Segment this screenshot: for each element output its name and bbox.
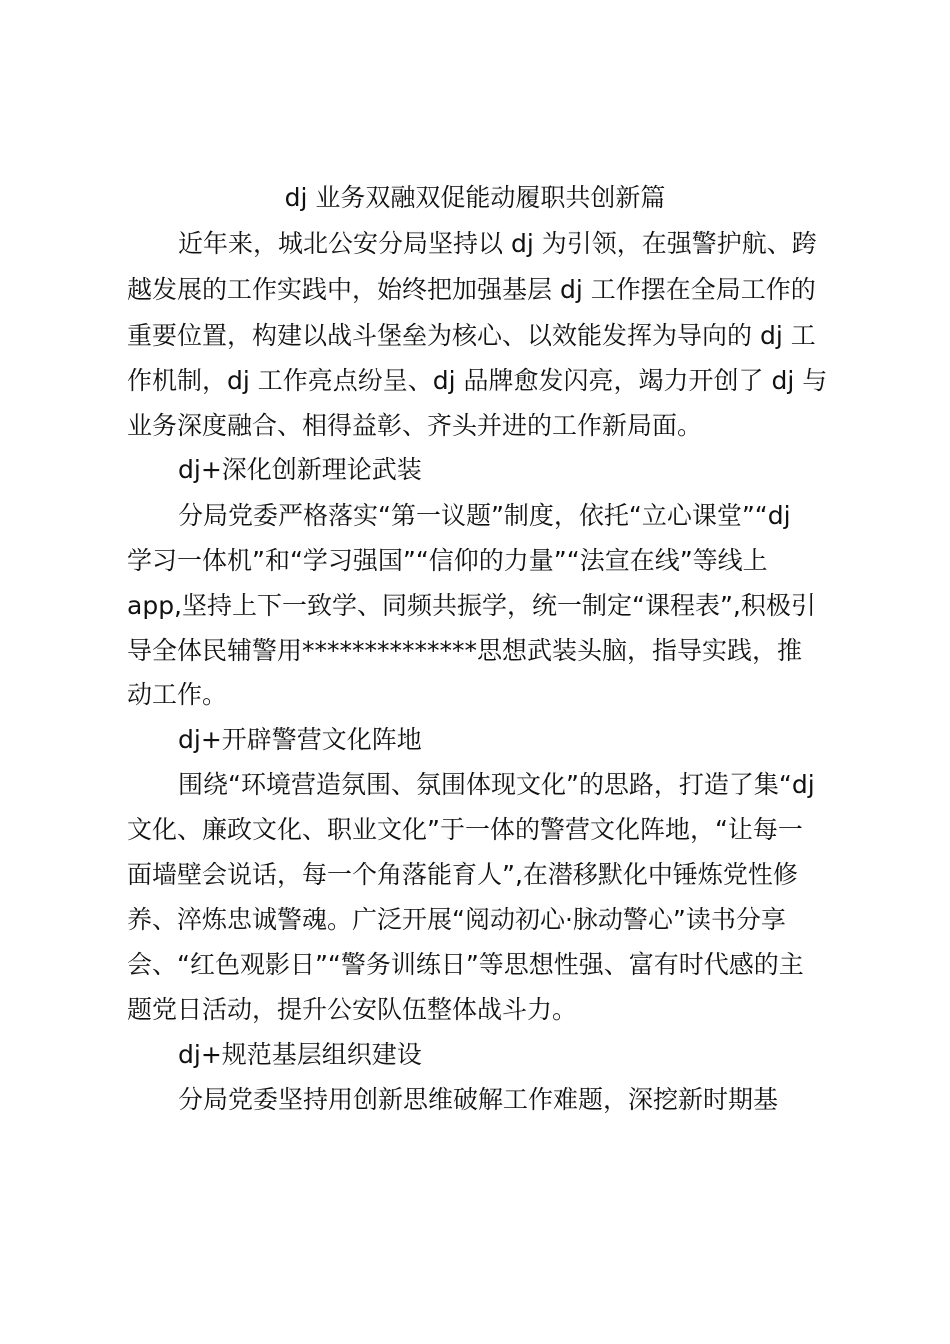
paragraph-line: 作机制，dj 工作亮点纷呈、dj 品牌愈发闪亮，竭力开创了 dj 与 <box>127 366 828 395</box>
paragraph-line: 题党日活动，提升公安队伍整体战斗力。 <box>127 995 578 1024</box>
paragraph-line: 文化、廉政文化、职业文化”于一体的警营文化阵地，“让每一 <box>127 815 803 844</box>
paragraph-line: 近年来，城北公安分局坚持以 dj 为引领，在强警护航、跨 <box>178 229 817 258</box>
document-title: dj 业务双融双促能动履职共创新篇 <box>284 183 666 212</box>
section-heading: dj+深化创新理论武装 <box>178 455 422 484</box>
paragraph-line: 养、淬炼忠诚警魂。广泛开展“阅动初心·脉动警心”读书分享 <box>127 905 786 934</box>
section-heading: dj+规范基层组织建设 <box>178 1040 422 1069</box>
paragraph-line: 围绕“环境营造氛围、氛围体现文化”的思路，打造了集“dj <box>178 770 815 799</box>
paragraph-line: 分局党委坚持用创新思维破解工作难题，深挖新时期基 <box>178 1085 779 1114</box>
paragraph-line: 导全体民辅警用**************思想武装头脑，指导实践，推 <box>127 636 803 665</box>
paragraph-line: 重要位置，构建以战斗堡垒为核心、以效能发挥为导向的 dj 工 <box>127 321 816 350</box>
paragraph-line: 业务深度融合、相得益彰、齐头并进的工作新局面。 <box>127 411 703 440</box>
paragraph-line: 越发展的工作实践中，始终把加强基层 dj 工作摆在全局工作的 <box>127 275 816 304</box>
paragraph-line: 面墙壁会说话，每一个角落能育人”,在潜移默化中锤炼党性修 <box>127 860 798 889</box>
paragraph-line: app,坚持上下一致学、同频共振学，统一制定“课程表”,积极引 <box>127 591 816 620</box>
section-heading: dj+开辟警营文化阵地 <box>178 725 422 754</box>
paragraph-line: 学习一体机”和“学习强国”“信仰的力量”“法宣在线”等线上 <box>127 546 768 575</box>
paragraph-line: 动工作。 <box>127 680 228 709</box>
paragraph-line: 分局党委严格落实“第一议题”制度，依托“立心课堂”“dj <box>178 501 791 530</box>
paragraph-line: 会、“红色观影日”“警务训练日”等思想性强、富有时代感的主 <box>127 950 804 979</box>
